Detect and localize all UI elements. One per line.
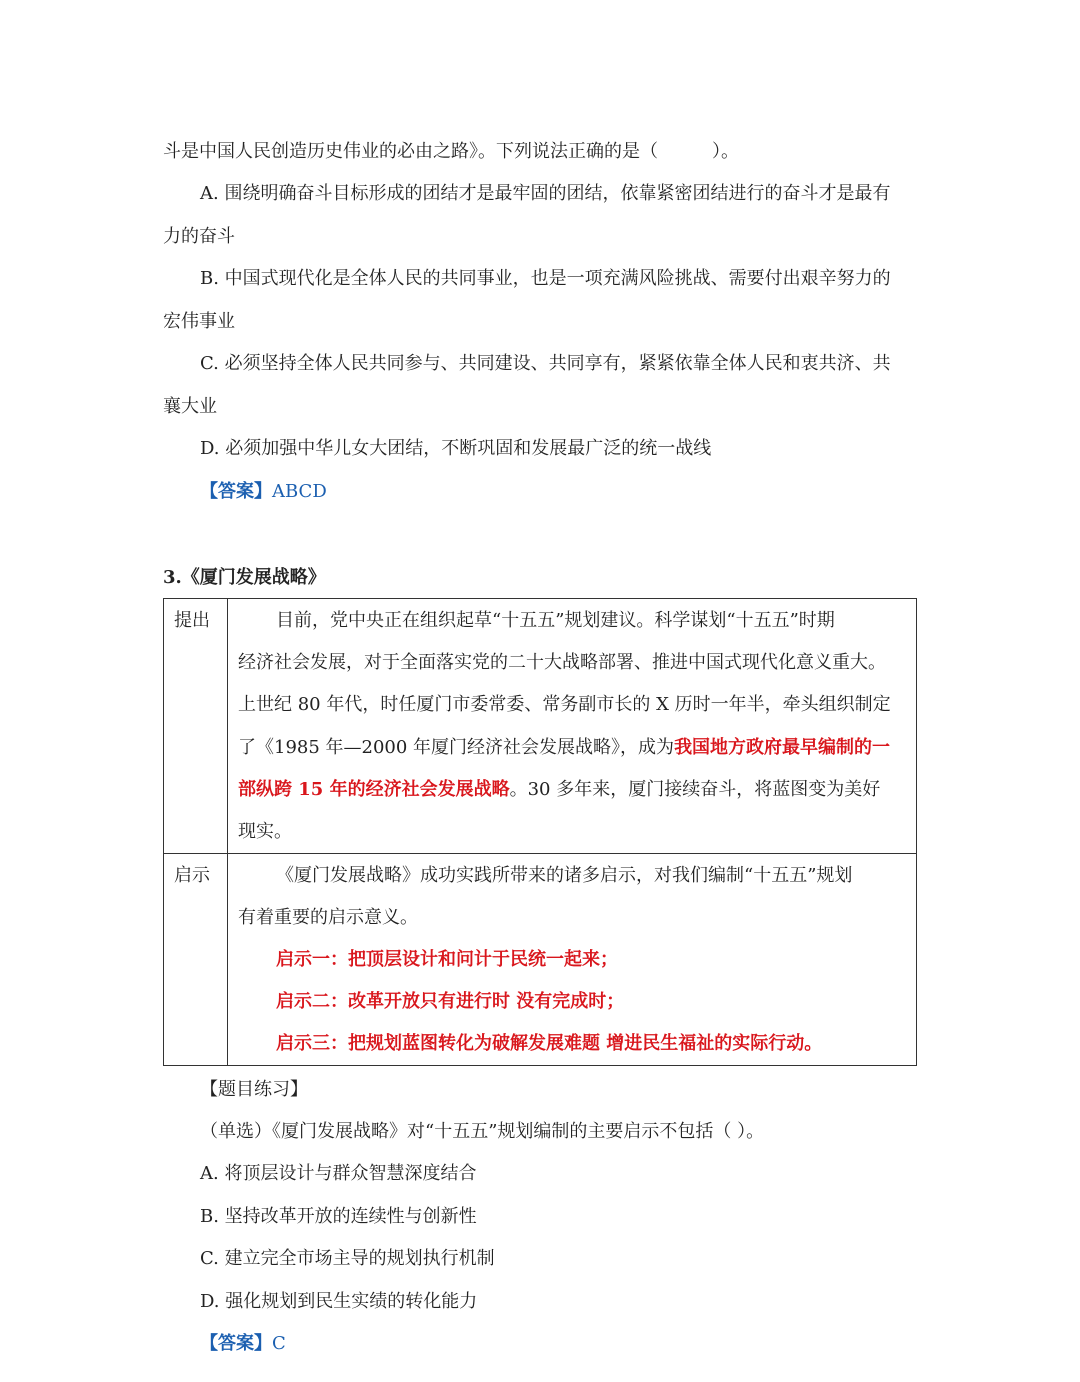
q2-answer-label: 【答案】 [200, 481, 272, 502]
table-row-insight [164, 854, 917, 1066]
q2-answer [200, 480, 327, 504]
practice-option-a: A. 将顶层设计与群众智慧深度结合 [200, 1163, 477, 1184]
practice-stem: （单选）《厦门发展战略》对“十五五”规划编制的主要启示不包括（ ）。 [200, 1121, 765, 1142]
proposal-highlight-1: 我国地方政府最早编制的一 [674, 737, 891, 758]
practice-option-b: B. 坚持改革开放的连续性与创新性 [200, 1206, 477, 1227]
proposal-line-5 [238, 778, 880, 802]
row-label-cell [164, 599, 228, 854]
practice-title: 【题目练习】 [200, 1079, 308, 1100]
insight-line-2: 有着重要的启示意义。 [238, 907, 418, 928]
q2-option-c-line1: C. 必须坚持全体人民共同参与、共同建设、共同享有，紧紧依靠全体人民和衷共济、共 [200, 353, 891, 374]
q2-answer-value: ABCD [272, 481, 327, 502]
practice-answer [200, 1332, 286, 1356]
practice-answer-label: 【答案】 [200, 1333, 272, 1354]
insight-point-3: 启示三：把规划蓝图转化为破解发展难题 增进民生福祉的实际行动。 [276, 1033, 823, 1054]
proposal-line-6: 现实。 [238, 821, 292, 842]
q2-option-b-line1: B. 中国式现代化是全体人民的共同事业，也是一项充满风险挑战、需要付出艰辛努力的 [200, 268, 891, 289]
row-label-cell [164, 854, 228, 1066]
q2-option-d: D. 必须加强中华儿女大团结，不断巩固和发展最广泛的统一战线 [200, 438, 712, 459]
practice-option-c: C. 建立完全市场主导的规划执行机制 [200, 1248, 495, 1269]
q2-stem-tail: 斗是中国人民创造历史伟业的必由之路》。下列说法正确的是（ ）。 [163, 141, 739, 162]
row-label-proposal: 提出 [174, 610, 210, 631]
section3-heading: 3.《厦门发展战略》 [163, 567, 326, 588]
row-content-insight [228, 854, 917, 1066]
proposal-line-4 [238, 736, 890, 760]
strategy-table [163, 598, 917, 1066]
proposal-line-1: 目前，党中央正在组织起草“十五五”规划建议。科学谋划“十五五”时期 [276, 610, 835, 631]
row-content-proposal [228, 599, 917, 854]
q2-option-c-line2: 襄大业 [163, 396, 217, 417]
q2-option-b-line2: 宏伟事业 [163, 311, 235, 332]
proposal-line-5-text: 。30 多年来，厦门接续奋斗，将蓝图变为美好 [509, 779, 881, 800]
proposal-line-2: 经济社会发展，对于全面落实党的二十大战略部署、推进中国式现代化意义重大。 [238, 652, 886, 673]
proposal-highlight-2: 部纵跨 15 年的经济社会发展战略 [238, 779, 510, 800]
proposal-line-3: 上世纪 80 年代，时任厦门市委常委、常务副市长的 X 历时一年半，牵头组织制定 [238, 694, 891, 715]
insight-point-1: 启示一：把顶层设计和问计于民统一起来； [276, 949, 618, 970]
q2-option-a-line1: A. 围绕明确奋斗目标形成的团结才是最牢固的团结，依靠紧密团结进行的奋斗才是最有 [200, 183, 891, 204]
practice-option-d: D. 强化规划到民生实绩的转化能力 [200, 1291, 478, 1312]
practice-answer-value: C [272, 1333, 286, 1354]
insight-line-1: 《厦门发展战略》成功实践所带来的诸多启示，对我们编制“十五五”规划 [276, 865, 853, 886]
row-label-insight: 启示 [174, 865, 210, 886]
table-row-proposal [164, 599, 917, 854]
proposal-line-4-text: 了《1985 年—2000 年厦门经济社会发展战略》，成为 [238, 737, 675, 758]
q2-option-a-line2: 力的奋斗 [163, 226, 235, 247]
insight-point-2: 启示二：改革开放只有进行时 没有完成时； [276, 991, 625, 1012]
